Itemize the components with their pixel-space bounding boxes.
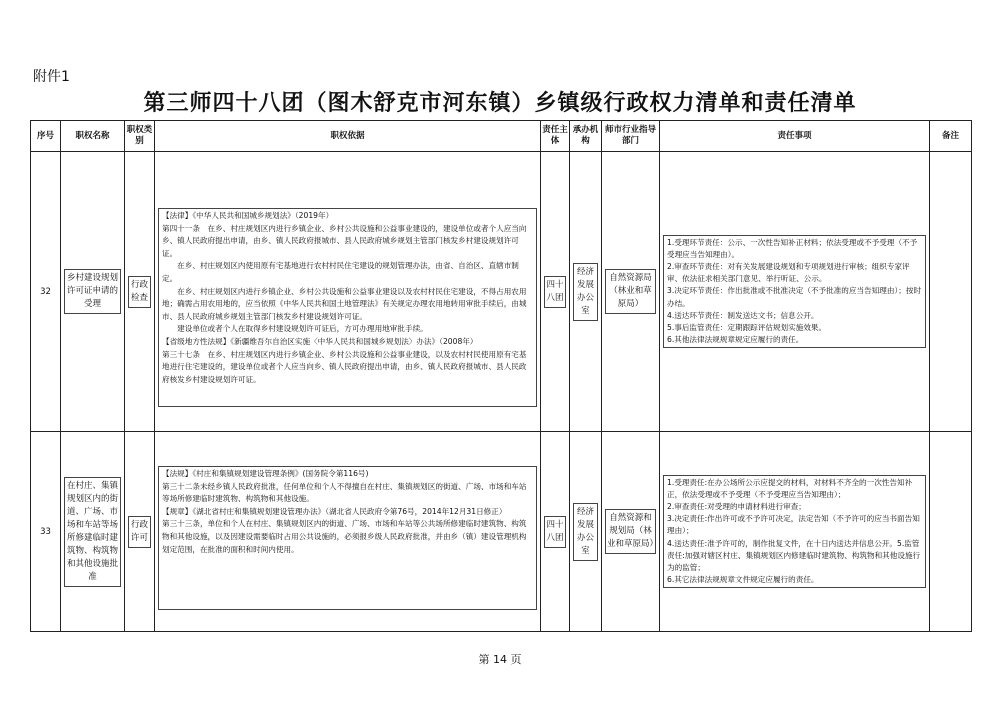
duty-line: 6.其它法律法规规章文件规定应履行的责任。 <box>667 575 819 585</box>
col-name: 职权名称 <box>61 121 125 152</box>
basis-line: 第三十七条 在乡、村庄规划区内进行乡镇企业、乡村公共设施和公益事业建设，以及农村村民使用原有宅基地进行住宅建设的，建设单位或者个人应当向乡、镇人民政府提出申请，由乡、镇人民政府报城市、县人民政府核发乡村建设规划许可证。 <box>162 349 527 384</box>
col-duties: 责任事项 <box>660 121 930 152</box>
row-name: 乡村建设规划许可证申请的受理 <box>61 152 125 432</box>
duty-line: 3.决定责任:作出许可或不予许可决定，法定告知（不予许可的应当书面告知理由）； <box>667 514 920 536</box>
page-number: 第 14 页 <box>478 653 522 666</box>
power-list-table <box>30 120 972 632</box>
row-duties <box>660 432 930 632</box>
col-guide: 师市行业指导部门 <box>602 121 660 152</box>
duty-line: 6.其他法律法规规章规定应履行的责任。 <box>667 335 804 345</box>
basis-line: 在乡、村庄规划区内使用原有宅基地进行农村村民住宅建设的规划管理办法，由省、自治区、直辖市制定。 <box>162 261 519 283</box>
col-subject: 责任主体 <box>541 121 570 152</box>
table-row <box>31 432 972 632</box>
duty-line: 3.决定环节责任：作出批准或不批准决定（不予批准的应当告知理由）；按时办结。 <box>667 286 922 308</box>
row-subject: 四十八团 <box>541 152 570 432</box>
duty-line: 4.送达环节责任：制发送达文书；信息公开。 <box>667 310 819 320</box>
page-title: 第三师四十八团（图木舒克市河东镇）乡镇级行政权力清单和责任清单 <box>143 90 857 116</box>
row-agency: 经济发展办公室 <box>570 152 602 432</box>
basis-line: 【规章】《湖北省村庄和集镇规划建设管理办法》（湖北省人民政府令第76号，2014年12月31日修正） <box>162 506 507 516</box>
col-remark: 备注 <box>930 121 972 152</box>
basis-line: 【法律】《中华人民共和国城乡规划法》（2019年） <box>162 211 334 220</box>
col-no: 序号 <box>31 121 61 152</box>
col-basis: 职权依据 <box>155 121 541 152</box>
duty-line: 2.审查环节责任：对有关发展建设规划和专项规划进行审核；组织专家评审、依法征求相关部门意见、举行听证、公示。 <box>667 261 910 284</box>
row-basis <box>155 432 541 632</box>
duty-line: 1.受理责任:在办公场所公示应提交的材料，对材料不齐全的一次性告知补正，依法受理或不予受理（不予受理应当告知理由）； <box>667 477 913 499</box>
basis-line: 【法规】《村庄和集镇规划建设管理条例》(国务院令第116号) <box>162 469 369 478</box>
basis-line: 第四十一条 在乡、村庄规划区内进行乡镇企业、乡村公共设施和公益事业建设的，建设单位或者个人应当向乡、镇人民政府提出申请，由乡、镇人民政府报城市、县人民政府城乡规划主管部门核发乡村建设规划许可证。 <box>162 223 527 258</box>
row-agency: 经济发展办公室 <box>570 432 602 632</box>
duty-line: 5.事后监管责任：定期跟踪评估规划实施效果。 <box>667 323 827 332</box>
row-remark <box>930 152 972 432</box>
row-category: 行政检查 <box>125 152 155 432</box>
row-remark <box>930 432 972 632</box>
annex-label: 附件1 <box>33 69 70 85</box>
row-subject: 四十八团 <box>541 432 570 632</box>
table-row <box>31 152 972 432</box>
basis-line: 第三十三条，单位和个人在村庄、集镇规划区内的街道、广场、市场和车站等公共场所修建临时建筑物、构筑物和其他设施，以及因建设需要临时占用公共设施的，必须报乡级人民政府批准，并由乡（镇）建设管理机构划定范围，在批准的面积和时间内使用。 <box>162 519 527 554</box>
row-guide: 自然资源和规划局（林业和草原局） <box>602 432 660 632</box>
row-duties <box>660 152 930 432</box>
row-no: 32 <box>31 152 61 432</box>
duty-line: 1.受理环节责任：公示、一次性告知补正材料；依法受理或不予受理（不予受理应当告知理由）。 <box>667 237 918 259</box>
basis-line: 【省级地方性法规】《新疆维吾尔自治区实施〈中华人民共和国城乡规划法〉办法》（2008年） <box>162 336 478 346</box>
row-no: 33 <box>31 432 61 632</box>
duty-line: 2.审查责任:对受理的申请材料进行审查； <box>667 501 806 511</box>
basis-line: 在乡、村庄规划区内进行乡镇企业、乡村公共设施和公益事业建设以及农村村民住宅建设，不得占用农用地；确需占用农用地的，应当依照《中华人民共和国土地管理法》有关规定办理农用地转用审批手续后，由城市、县人民政府城乡规划主管部门核发乡村建设规划许可证。 <box>162 286 527 321</box>
basis-line: 第三十二条未经乡镇人民政府批准，任何单位和个人不得擅自在村庄、集镇规划区的街道、广场、市场和车站等场所修建临时建筑物、构筑物和其他设施。 <box>162 481 527 504</box>
duty-line: 4.送达责任:准予许可的，制作批复文件，在十日内送达并信息公开。5.监管责任:加强对辖区村庄、集镇规划区内修建临时建筑物、构筑物和其他设施行为的监管； <box>667 538 921 572</box>
row-category: 行政许可 <box>125 432 155 632</box>
row-basis <box>155 152 541 432</box>
col-agency: 承办机构 <box>570 121 602 152</box>
row-guide: 自然资源局（林业和草原局） <box>602 152 660 432</box>
row-name: 在村庄、集镇规划区内的街道、广场、市场和车站等场所修建临时建筑物、构筑物和其他设施批准 <box>61 432 125 632</box>
basis-line: 建设单位或者个人在取得乡村建设规划许可证后，方可办理用地审批手续。 <box>162 324 428 334</box>
header-row <box>31 121 972 152</box>
col-category: 职权类别 <box>125 121 155 152</box>
